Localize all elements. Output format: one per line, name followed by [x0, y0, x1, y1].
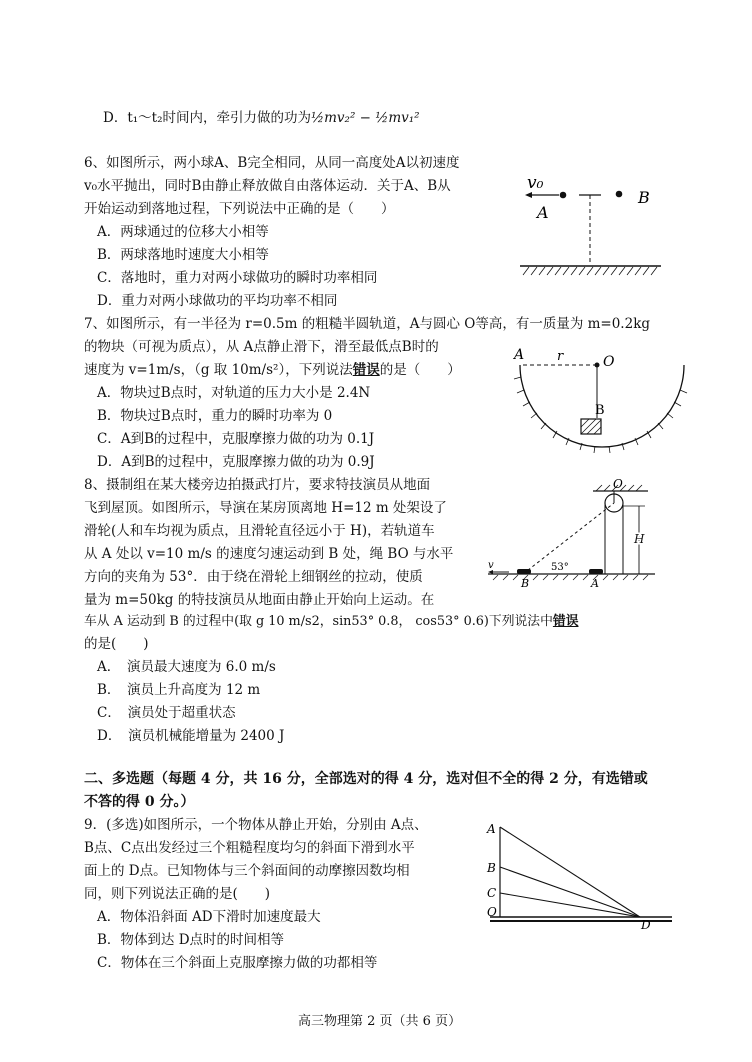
q7-line-3-tail: 的是（ ）: [379, 362, 461, 378]
q8-line-6: 量为 m=50kg 的特技演员从地面由静止开始向上运动。在: [84, 592, 435, 608]
q9-fig-incline-ad: [500, 827, 640, 917]
q6-fig-ball-a: [560, 192, 567, 199]
q6-figure: [515, 165, 665, 280]
q7-option-c: C．A到B的过程中，克服摩擦力做的功为 0.1J: [97, 431, 375, 447]
q8-line-3: 滑轮(人和车均视为质点，且滑轮直径远小于 H)，若轨道车: [84, 523, 435, 539]
q5-option-d-prefix: D．: [103, 110, 128, 126]
q6-line-2: v₀水平抛出，同时B由静止释放做自由落体运动．关于A、B从: [84, 178, 451, 194]
q8-option-c: C． 演员处于超重状态: [97, 705, 236, 721]
q6-fig-v0: v₀: [527, 173, 544, 193]
q6-line-1: 6、如图所示，两小球A、B完全相同，从同一高度处A以初速度: [84, 155, 460, 171]
q9-line-4: 同，则下列说法正确的是( ): [84, 886, 271, 902]
q7-line-2: 的物块（可视为质点），从 A点静止滑下，滑至最低点B时的: [84, 339, 439, 355]
q9-line-2: B点、C点出发经过三个粗糙程度均匀的斜面下滑到水平: [84, 840, 415, 856]
q6-fig-label-a: A: [537, 203, 549, 222]
q6-option-a: A．两球通过的位移大小相等: [97, 224, 269, 240]
q9-option-c: C．物体在三个斜面上克服摩擦力做的功都相等: [97, 955, 378, 971]
q6-fig-label-b: B: [638, 188, 650, 207]
q8-error-word: 错误: [552, 614, 579, 629]
q6-fig-ball-b: [616, 191, 623, 198]
q9-line-1: 9．(多选)如图所示，一个物体从静止开始，分别由 A点、: [84, 817, 428, 833]
q7-option-a: A．物块过B点时，对轨道的压力大小是 2.4N: [97, 385, 371, 401]
q9-line-3: 面上的 D点。已知物体与三个斜面间的动摩擦因数均相: [84, 863, 410, 879]
q8-fig-label-v: v: [488, 560, 494, 571]
q8-line-7: [84, 612, 579, 632]
q7-option-d: D．A到B的过程中，克服摩擦力做的功为 0.9J: [97, 454, 375, 470]
q6-option-b: B．两球落地时速度大小相等: [97, 247, 269, 263]
q6-line-3: 开始运动到落地过程，下列说法中正确的是（ ）: [84, 201, 395, 217]
q7-fig-label-b: B: [595, 403, 605, 418]
q7-fig-label-o: O: [603, 354, 615, 370]
q8-fig-car-a: [589, 569, 603, 574]
q7-fig-label-r: r: [557, 349, 564, 364]
q8-option-d: D． 演员机械能增量为 2400 J: [97, 728, 285, 744]
q8-fig-car-b: [517, 569, 531, 574]
q8-line-5: 方向的夹角为 53°．由于绕在滑轮上细钢丝的拉动，使质: [84, 569, 423, 585]
q5-option-d: [103, 108, 420, 128]
q8-line-2: 飞到屋顶。如图所示，导演在某房顶离地 H=12 m 处架设了: [84, 500, 447, 516]
q6-fig-ground-hatch: [523, 267, 657, 275]
q9-fig-label-a: A: [487, 822, 496, 836]
q8-option-a: A． 演员最大速度为 6.0 m/s: [97, 659, 276, 675]
q8-line-7-text: 车从 A 运动到 B 的过程中(取 g 10 m/s2，sin53° 0.8， cos53° 0.6)下列说法中: [84, 614, 553, 629]
q9-fig-incline-cd: [500, 893, 640, 917]
section2-heading-line-1: 二、多选题（每题 4 分，共 16 分，全部选对的得 4 分，选对但不全的得 2 分，有选错或: [84, 771, 648, 787]
q7-figure: [505, 340, 690, 455]
q9-option-a: A．物体沿斜面 AD下滑时加速度最大: [97, 909, 321, 925]
q7-error-word: 错误: [352, 362, 380, 378]
q7-line-3: [84, 360, 461, 380]
q9-figure: [480, 815, 675, 930]
q5-option-d-formula: ½mv₂² − ½mv₁²: [311, 110, 420, 126]
q8-fig-angle: 53°: [551, 562, 569, 573]
q6-option-d: D．重力对两小球做功的平均功率不相同: [97, 293, 338, 309]
q9-fig-incline-bd: [500, 867, 640, 917]
q8-fig-label-b: B: [521, 577, 530, 588]
q8-fig-label-o: O: [613, 477, 623, 491]
section2-heading-line-2: 不答的得 0 分。）: [84, 794, 195, 810]
q8-line-8: 的是( ): [84, 636, 149, 652]
q8-fig-label-a: A: [591, 577, 599, 588]
q8-option-b: B． 演员上升高度为 12 m: [97, 682, 261, 698]
q9-option-b: B．物体到达 D点时的时间相等: [97, 932, 285, 948]
q9-fig-label-b: B: [487, 861, 496, 875]
q7-fig-block: [581, 419, 601, 434]
page-footer: 高三物理第 2 页（共 6 页）: [298, 1014, 462, 1029]
q9-fig-label-d: D: [641, 918, 651, 930]
q8-line-1: 8、摄制组在某大楼旁边拍摄武打片，要求特技演员从地面: [84, 477, 431, 493]
q6-option-c: C．落地时，重力对两小球做功的瞬时功率相同: [97, 270, 378, 286]
q7-line-1: 7、如图所示，有一半径为 r=0.5m 的粗糙半圆轨道，A与圆心 O等高，有一质量为 m=0.2kg: [84, 316, 651, 332]
q8-figure: [483, 476, 658, 588]
q9-fig-label-o: O: [487, 905, 497, 919]
q7-fig-label-a: A: [514, 347, 525, 363]
q7-line-3-text: 速度为 v=1m/s，（g 取 10m/s²），下列说法: [84, 362, 353, 378]
q8-fig-ground-hatch: [493, 575, 648, 580]
q9-fig-label-c: C: [487, 886, 497, 900]
q8-fig-label-h: H: [634, 532, 645, 546]
q5-option-d-text: t₁～t₂时间内，牵引力做的功为: [127, 110, 312, 126]
q8-line-4: 从 A 处以 v=10 m/s 的速度匀速运动到 B 处，绳 BO 与水平: [84, 546, 454, 562]
q7-option-b: B．物块过B点时，重力的瞬时功率为 0: [97, 408, 333, 424]
